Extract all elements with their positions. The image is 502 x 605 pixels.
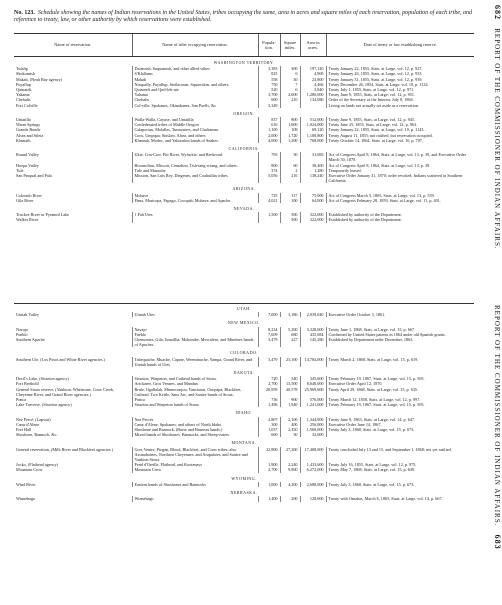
square-miles-cell: 60: [280, 163, 300, 168]
section-row: [14, 487, 474, 496]
header-area: Area in acres.: [300, 34, 326, 57]
tribe-cell: Col-ville, Spokanes, Okinakanes, San Poells, &c: [132, 103, 258, 108]
table-row: [14, 357, 474, 367]
authority-cell: Established by authority of the Department.: [326, 212, 474, 217]
table-body-top: [14, 57, 474, 223]
area-cell: 345,600: [300, 376, 326, 381]
population-cell: 1,037: [258, 427, 280, 432]
square-miles-cell: 500: [280, 212, 300, 217]
square-miles-cell: 2,100: [280, 417, 300, 422]
area-cell: 322,000: [300, 217, 326, 222]
authority-cell: Confirmed by United States patents in 1864 under old Spanish grants.: [326, 332, 474, 337]
area-cell: 512,000: [300, 117, 326, 122]
population-cell: 22,800: [258, 447, 280, 463]
area-cell: 4,969: [300, 71, 326, 76]
square-miles-cell: 6: [280, 87, 300, 92]
reservation-cell: Lake Traverse, (Sisseton agency): [16, 402, 72, 408]
reservation-cell: Shoshone, Bannock, &c.: [16, 432, 58, 438]
tribe-cell: Mountain Crow: [132, 467, 258, 472]
authority-cell: Established by Department order December, 1863.: [326, 337, 474, 347]
tribe-cell: Ukie, Con-Cow, Pitt River, Wylackie, and Redwood.: [132, 152, 258, 162]
reservation-cell: Southern Apache: [16, 337, 45, 343]
running-head-text-top: REPORT OF THE COMMISSIONER OF INDIAN AFFAIRS.: [493, 28, 501, 250]
section-heading: UTAH.: [236, 306, 252, 311]
reservation-cell: Makah, (Neah Bay agency): [16, 76, 63, 82]
reservation-cell: Hoopa Valley: [16, 162, 39, 168]
reservation-cell: Puyallup: [16, 81, 31, 87]
square-miles-cell: 6: [280, 71, 300, 76]
area-cell: 1,241,600: [300, 402, 326, 407]
reservation-cell: Tule: [16, 167, 24, 173]
square-miles-cell: 210: [280, 97, 300, 102]
table-row: [14, 152, 474, 162]
population-cell: 616: [258, 122, 280, 127]
authority-cell: Executive Order January 31, 1870; order revoked; Indians scattered in Southern California.: [326, 173, 474, 183]
population-cell: 1,100: [258, 127, 280, 132]
tribe-cell: Eastern bands of Shoshones and Bannocks: [132, 482, 258, 487]
tribe-cell: Confederated tribes of Middle Oregon: [132, 122, 258, 127]
authority-cell: Treaty June 25, 1855, Stats. at Large, vol. 12, p. 963.: [326, 122, 474, 127]
area-cell: 2,039,040: [300, 312, 326, 317]
tribe-cell: Winnebago: [132, 496, 258, 501]
tribe-cell: Coos, Umpqua, Siuslaw, Alsea, and others: [132, 133, 258, 138]
area-cell: 8,640,000: [300, 381, 326, 386]
area-cell: 1,344,000: [300, 417, 326, 422]
square-miles-cell: 1,200: [280, 138, 300, 143]
square-miles-cell: 2,000: [280, 92, 300, 97]
reservation-cell: Winnebago: [16, 496, 36, 502]
tribe-cell: Sisseton and Warpeton bands of Sioux: [132, 402, 258, 407]
authority-cell: Act of Congress March 3, 1865, Stats. at Large, vol. 13, p. 559.: [326, 193, 474, 198]
reservation-cell: Alsea and Siletz: [16, 132, 44, 138]
tribe-cell: Mission, San Luis Rey, Diegenes, and Coahuillas tribes.: [132, 173, 258, 183]
tribe-cell: Brule, Ogallalah, Minneconjou, Yanctonai, Oncpapa, Blackfeet, Cuthead, Two Kettle, Sans Arc, and Santee bands of Sioux.: [132, 387, 258, 397]
population-cell: 4,021: [258, 198, 280, 203]
area-cell: 256,000: [300, 422, 326, 427]
section-heading: WASHINGTON TERRITORY.: [213, 60, 275, 65]
tribe-cell: Arickaree, Gros Ventres, and Mandan: [132, 381, 258, 386]
area-cell: 1,280: [300, 168, 326, 173]
reservation-cell: Gila River: [16, 197, 34, 203]
reservation-cell: Pueblo: [16, 331, 28, 337]
square-miles-cell: 117: [280, 193, 300, 198]
area-cell: 1,100,800: [300, 133, 326, 138]
table-body-bottom: [14, 303, 474, 502]
reservation-cell: Jocko, (Flathead agency): [16, 462, 58, 468]
area-cell: 4,466: [300, 82, 326, 87]
tribe-cell: Nez Percés: [132, 417, 258, 422]
header-population: Popula-tion.: [258, 34, 280, 57]
authority-cell: Treaty October 14, 1864, Stats. at Large, vol. 16, p. 707.: [326, 138, 474, 143]
reservation-cell: Ponca: [16, 397, 27, 403]
authority-cell: Established by authority of the Department.: [326, 217, 474, 222]
population-cell: 2,807: [258, 417, 280, 422]
header-reservation: Name of reservation.: [14, 34, 132, 57]
reservation-cell: Skokomish: [16, 71, 35, 77]
authority-cell: Treaty January 31, 1855, Stats. at Large, vol. 12, p. 939.: [326, 77, 474, 82]
population-cell: 793: [258, 152, 280, 162]
authority-cell: Order of the Secretary of the Interior, July 8, 1864.: [326, 97, 474, 102]
population-cell: 720: [258, 376, 280, 381]
population-cell: 520: [258, 87, 280, 92]
area-cell: 2,688,000: [300, 482, 326, 487]
population-cell: 1,400: [258, 496, 280, 501]
authority-cell: Executive Order October 3, 1861.: [326, 312, 474, 317]
reservation-cell: General reservation, (Milk River and Blackfeet agencies.): [16, 446, 113, 452]
authority-cell: Treaty June 9, 1855, Stats. at Large, vol. 12, p. 945.: [326, 117, 474, 122]
table-row: [14, 173, 474, 183]
authority-cell: Treaty August 11, 1855; not ratified, but reservation occupied.: [326, 133, 474, 138]
population-cell: 8,234: [258, 327, 280, 332]
population-cell: 374: [258, 168, 280, 173]
reservation-cell: Fort Colville: [16, 102, 38, 108]
area-cell: 31,683: [300, 152, 326, 162]
reservation-cell: San Pasqual and Pala: [16, 173, 52, 179]
population-cell: 3,479: [258, 357, 280, 367]
square-miles-cell: 27,200: [280, 447, 300, 463]
section-heading: CALIFORNIA.: [228, 146, 260, 152]
reservation-cell: Colorado River: [16, 192, 42, 198]
square-miles-cell: 680: [280, 332, 300, 337]
section-heading: COLORADO.: [230, 350, 258, 356]
area-cell: 145,280: [300, 337, 326, 347]
area-cell: 197,120: [300, 66, 326, 71]
reservation-cell: Walker River: [16, 217, 39, 223]
section-row: [14, 347, 474, 356]
authority-cell: Treaty June 9, 1863, Stats. at Large, vol. 14, p. 647.: [326, 417, 474, 422]
section-row: [14, 317, 474, 326]
tribe-cell: Dwamish, Suquamish, and other allied tribes: [132, 66, 258, 71]
population-cell: 600: [258, 97, 280, 102]
area-cell: 69,120: [300, 127, 326, 132]
area-cell: 38,400: [300, 163, 326, 168]
area-cell: 14,784,000: [300, 357, 326, 367]
authority-cell: Treaty June 9, 1855, Stats. at Large, vol. 12, p. 951.: [326, 92, 474, 97]
square-miles-cell: 227: [280, 337, 300, 347]
reservation-cell: Navajo: [16, 326, 29, 332]
authority-cell: Treaty January 26, 1855, Stats. at Large, vol. 12, p. 933.: [326, 71, 474, 76]
square-miles-cell: 23,100: [280, 357, 300, 367]
population-cell: 3,383: [258, 66, 280, 71]
authority-cell: Treaty March 12, 1858, Stats. at Large, vol. 12, p. 997.: [326, 397, 474, 402]
reservation-cell: Fort Berthold: [16, 381, 39, 387]
area-cell: 435,684: [300, 332, 326, 337]
area-cell: 322,000: [300, 212, 326, 217]
authority-cell: Treaty March 2, 1868, Stats. at Large, vol. 15, p. 619.: [326, 357, 474, 367]
tribe-cell: Mohave: [132, 193, 258, 198]
page-number-bottom: 683: [493, 534, 502, 550]
tribe-cell: Shoshone and Bannock, (Boise and Bruneau bands.): [132, 427, 258, 432]
area-cell: 1,568,000: [300, 427, 326, 432]
section-row: [14, 473, 474, 482]
square-miles-cell: 108: [280, 127, 300, 132]
square-miles-cell: 7: [280, 82, 300, 87]
reservation-cell: Truckee River or Pyramid Lake: [16, 212, 70, 218]
reservation-cell: Devil's Lake, (Sisseton agency): [16, 376, 69, 382]
population-cell: 2,700: [258, 467, 280, 472]
authority-cell: Act of Congress April 8, 1864, Stats. at Large, vol. 13, p. 39, and Executive Order March 30, 1870.: [326, 152, 474, 162]
tribe-cell: Pend d'Oreille, Flathead, and Kootenays: [132, 462, 258, 467]
reservations-table-top: [14, 33, 474, 223]
reservation-cell: Quinaielt: [16, 87, 32, 93]
reservation-cell: Tulalip: [16, 66, 28, 72]
tribe-cell: Nisqually, Puyallup, Steilacoom, Squawskin, and others.: [132, 82, 258, 87]
population-cell: 725: [258, 193, 280, 198]
tribe-cell: Makah: [132, 77, 258, 82]
table-row: [14, 337, 474, 347]
square-miles-cell: 900: [280, 397, 300, 402]
population-cell: 1,000: [258, 482, 280, 487]
tribe-cell: Ponca: [132, 397, 258, 402]
tribe-cell: Chehalis: [132, 97, 258, 102]
area-cell: 128,000: [300, 496, 326, 501]
area-cell: 1,433,600: [300, 462, 326, 467]
square-miles-cell: 9,800: [280, 467, 300, 472]
tribe-cell: Klamath, Modoc, and Yahooskin bands of Snakes.: [132, 138, 258, 143]
authority-cell: Treaty December 26, 1854, Stats. at Large, vol. 10, p. 1132.: [326, 82, 474, 87]
section-row: [14, 437, 474, 446]
square-miles-cell: 500: [280, 217, 300, 222]
authority-cell: Treaty July 1, 1855, Stats. at Large, vol. 12, p. 971.: [326, 87, 474, 92]
population-cell: 4,000: [258, 138, 280, 143]
tribe-cell: Walla-Walla, Cayuse, and Umatilla: [132, 117, 258, 122]
population-cell: 3,700: [258, 92, 280, 97]
square-miles-cell: 200: [280, 496, 300, 501]
area-cell: 23,800: [300, 77, 326, 82]
tribe-cell: Cœur d'Alene, Spokanes, and others of North Idaho.: [132, 422, 258, 427]
authority-cell: Act of Congress February 28, 1859, Stats. at Large, vol. 11, p. 401.: [326, 198, 474, 203]
authority-cell: Temporarily leased.: [326, 168, 474, 173]
reservation-cell: Wind River: [16, 481, 36, 487]
section-heading: NEVADA.: [233, 206, 255, 212]
area-cell: 1,280,000: [300, 92, 326, 97]
reservation-cell: Umatilla: [16, 117, 31, 123]
area-cell: 576,000: [300, 397, 326, 402]
reservation-cell: Fort Hall: [16, 427, 32, 433]
population-cell: 837: [258, 117, 280, 122]
section-heading: NEW MEXICO.: [227, 320, 261, 326]
area-cell: 64,000: [300, 198, 326, 203]
square-miles-cell: 540: [280, 376, 300, 381]
header-square-miles: Square miles.: [280, 34, 300, 57]
area-cell: 17,408,000: [300, 447, 326, 463]
population-cell: 3,349: [258, 103, 280, 108]
population-cell: 600: [258, 432, 280, 437]
tribe-cell: Hoonsolton, Miscott, Cernalton, Tish-tang-a-tang, and others.: [132, 163, 258, 168]
square-miles-cell: 2: [280, 168, 300, 173]
population-cell: 5,056: [258, 173, 280, 183]
square-miles-cell: 50: [280, 152, 300, 162]
area-cell: 25,969,600: [300, 387, 326, 397]
authority-cell: Executive Order April 12, 1870.: [326, 381, 474, 386]
reservations-table-bottom: [14, 303, 474, 502]
table-row: [14, 217, 474, 222]
authority-cell: Treaty concluded July 13 and 15, and September 1, 1868; not yet ratified.: [326, 447, 474, 463]
reservation-cell: Mountain Crow: [16, 467, 43, 473]
square-miles-cell: 800: [280, 117, 300, 122]
authority-cell: Treaty January 22, 1855, Stats. at Large, vol. 10, p. 1143.: [326, 127, 474, 132]
population-cell: [258, 217, 280, 222]
population-cell: 300: [258, 422, 280, 427]
section-row: [14, 303, 474, 312]
tribe-cell: Gros Ventre, Piegan, Blood, Blackfeet, and Crow tribes; also Assinaboines, Northern Cheyennes, and Arapahoes, and Santee and Yankton Sioux.: [132, 447, 258, 463]
tribe-cell: Pima, Maricopa, Papago, Cocopah, Mohave, and Apache.: [132, 198, 258, 203]
table-row: [14, 496, 474, 501]
square-miles-cell: 4,200: [280, 482, 300, 487]
authority-cell: Treaty May 7, 1868, Stats. at Large, vol. 15, p. 649.: [326, 467, 474, 472]
population-cell: 1,900: [258, 462, 280, 467]
area-cell: 134,080: [300, 97, 326, 102]
tribe-cell: Tule and Manache: [132, 168, 258, 173]
population-cell: 1,496: [258, 402, 280, 407]
square-miles-cell: 216: [280, 173, 300, 183]
area-cell: 138,240: [300, 173, 326, 183]
tribe-cell: Mixed bands of Shoshones, Bannocks, and Sheep-eaters.: [132, 432, 258, 437]
tribe-cell: } Pah Utes: [132, 212, 258, 217]
tribe-cell: Quinaielt and Quil-leh-ute: [132, 87, 258, 92]
reservation-cell: Cœur d'Alene: [16, 421, 40, 427]
reservation-cell: Grande Ronde: [16, 127, 41, 133]
reservation-cell: Yakama: [16, 92, 30, 98]
reservation-cell: Klamath: [16, 137, 31, 143]
section-heading: OREGON.: [233, 110, 255, 116]
population-cell: 7,000: [258, 312, 280, 317]
area-cell: 32,000: [300, 432, 326, 437]
table-row: [14, 447, 474, 463]
population-cell: 558: [258, 77, 280, 82]
section-row: [14, 203, 474, 212]
square-miles-cell: 2,450: [280, 427, 300, 432]
square-miles-cell: 2,240: [280, 462, 300, 467]
section-row: [14, 143, 474, 152]
square-miles-cell: 5,200: [280, 327, 300, 332]
section-row: [14, 57, 474, 67]
tribe-cell: Navajo: [132, 327, 258, 332]
square-miles-cell: 1,720: [280, 133, 300, 138]
reservation-cell: Chehalis: [16, 97, 31, 103]
section-heading: IDAHO.: [235, 410, 253, 416]
square-miles-cell: 50: [280, 432, 300, 437]
reservation-cell: Nez Percé, (Lapwai): [16, 416, 51, 422]
header-tribe: Name of tribe occupying reservation.: [132, 34, 258, 57]
tribe-cell: Calapooias, Molalles, Tumwaters, and Clackamas.: [132, 127, 258, 132]
page-title: [14, 10, 474, 24]
square-miles-cell: 30: [280, 77, 300, 82]
reservation-cell: General Sioux reserve, (Yankton, Whetstone, Crow Creek, Cheyenne River, and Grand River agencies.): [16, 386, 115, 397]
population-cell: 800: [258, 163, 280, 168]
tribe-cell: Sisseton, Warpeton, and Cuthead bands of Sioux.: [132, 376, 258, 381]
authority-cell: Act of Congress April 8, 1864, Stats. at Large, vol. 13, p. 39.: [326, 163, 474, 168]
authority-cell: Treaty June 1, 1868, Stats. at Large, vol. 15, p. 667.: [326, 327, 474, 332]
area-cell: 768,000: [300, 138, 326, 143]
tribe-cell: Tabequache, Muache, Capote, Weeminuche, Yampa, Grand River, and Uintah bands of Utes.: [132, 357, 258, 367]
section-row: [14, 183, 474, 192]
square-miles-cell: 40,578: [280, 387, 300, 397]
section-row: [14, 407, 474, 416]
area-cell: 1,024,000: [300, 122, 326, 127]
population-cell: 7,609: [258, 332, 280, 337]
square-miles-cell: 100: [280, 198, 300, 203]
area-cell: 6,272,000: [300, 467, 326, 472]
authority-cell: Treaty February 19, 1867, Stats. at Large, vol. 15, p. 505.: [326, 402, 474, 407]
population-cell: 2,700: [258, 381, 280, 386]
table-row: [14, 387, 474, 397]
authority-cell: Treaty July 3, 1868, Stats. at Large, vol. 15, p. 673.: [326, 427, 474, 432]
square-miles-cell: 3,186: [280, 312, 300, 317]
square-miles-cell: 300: [280, 66, 300, 71]
population-cell: 1,500: [258, 212, 280, 217]
section-heading: DAKOTA.: [233, 370, 255, 376]
population-cell: 825: [258, 71, 280, 76]
running-head-bottom: [490, 305, 502, 605]
reservation-cell: Uintah Valley: [16, 312, 40, 318]
schedule-number: No. 123.: [14, 10, 35, 16]
authority-cell: Living on lands not actually set aside as a reservation.: [326, 103, 474, 108]
authority-cell: Executive Order June 14, 1867.: [326, 422, 474, 427]
tribe-cell: [132, 217, 258, 222]
tribe-cell: Yakama: [132, 92, 258, 97]
reservation-cell: Warm Springs: [16, 122, 40, 128]
section-row: [14, 108, 474, 117]
population-cell: 20,959: [258, 387, 280, 397]
running-head-top: [490, 5, 502, 305]
authority-cell: Treaty January 22, 1855, Stats. at Large, vol. 12, p. 927.: [326, 66, 474, 71]
population-cell: 750: [258, 82, 280, 87]
square-miles-cell: 1,940: [280, 402, 300, 407]
header-row: [14, 34, 474, 57]
authority-cell: Treaty July 3, 1868, Stats. at Large, vol. 15, p. 673.: [326, 482, 474, 487]
section-row: [14, 367, 474, 376]
section-heading: WYOMING.: [231, 475, 257, 481]
square-miles-cell: 13,500: [280, 381, 300, 386]
area-cell: 3,840: [300, 87, 326, 92]
tribe-cell: S'Klallams: [132, 71, 258, 76]
area-cell: 3,328,000: [300, 327, 326, 332]
tribe-cell: Uintah Utes: [132, 312, 258, 317]
schedule-title: Schedule showing the names of Indian reservations in the United States, tribes occupying the same, area in acres and square miles of each reservation, population of each tribe, and reference to treaty, law, or other authority by which reservations were established.: [14, 10, 472, 23]
population-cell: 3,479: [258, 337, 280, 347]
page-number-top: 682: [493, 5, 502, 20]
authority-cell: Treaty April 29, 1868, Stats. at Large, vol. 15, p. 635.: [326, 387, 474, 397]
tribe-cell: Pueblo: [132, 332, 258, 337]
square-miles-cell: 400: [280, 422, 300, 427]
population-cell: 2,000: [258, 133, 280, 138]
header-date: Date of treaty or law establishing reserve.: [326, 34, 474, 57]
reservation-cell: Round Valley: [16, 152, 39, 158]
population-cell: 736: [258, 397, 280, 402]
running-head-text-bottom: REPORT OF THE COMMISSIONER OF INDIAN AFFAIRS.: [493, 305, 501, 527]
reservation-cell: Southern Ute, (Los Pinos and White River agencies.): [16, 356, 105, 362]
area-cell: 75,000: [300, 193, 326, 198]
tribe-cell: Chemonies, Gila, Jinarillia, Mohombe, Mescalero, and Mimbres bands of Apaches.: [132, 337, 258, 347]
section-heading: MONTANA.: [231, 440, 257, 446]
authority-cell: Treaty July 16, 1855, Stats. at Large, vol. 12, p. 975.: [326, 462, 474, 467]
authority-cell: Treaty with Omahas, March 6, 1865, Stats. at Large, vol. 14, p. 667.: [326, 496, 474, 501]
square-miles-cell: 1,600: [280, 122, 300, 127]
section-heading: NEBRASKA.: [230, 490, 258, 496]
authority-cell: Treaty February 19, 1867, Stats. at Large, vol. 15, p. 505.: [326, 376, 474, 381]
section-heading: ARIZONA.: [232, 186, 256, 192]
